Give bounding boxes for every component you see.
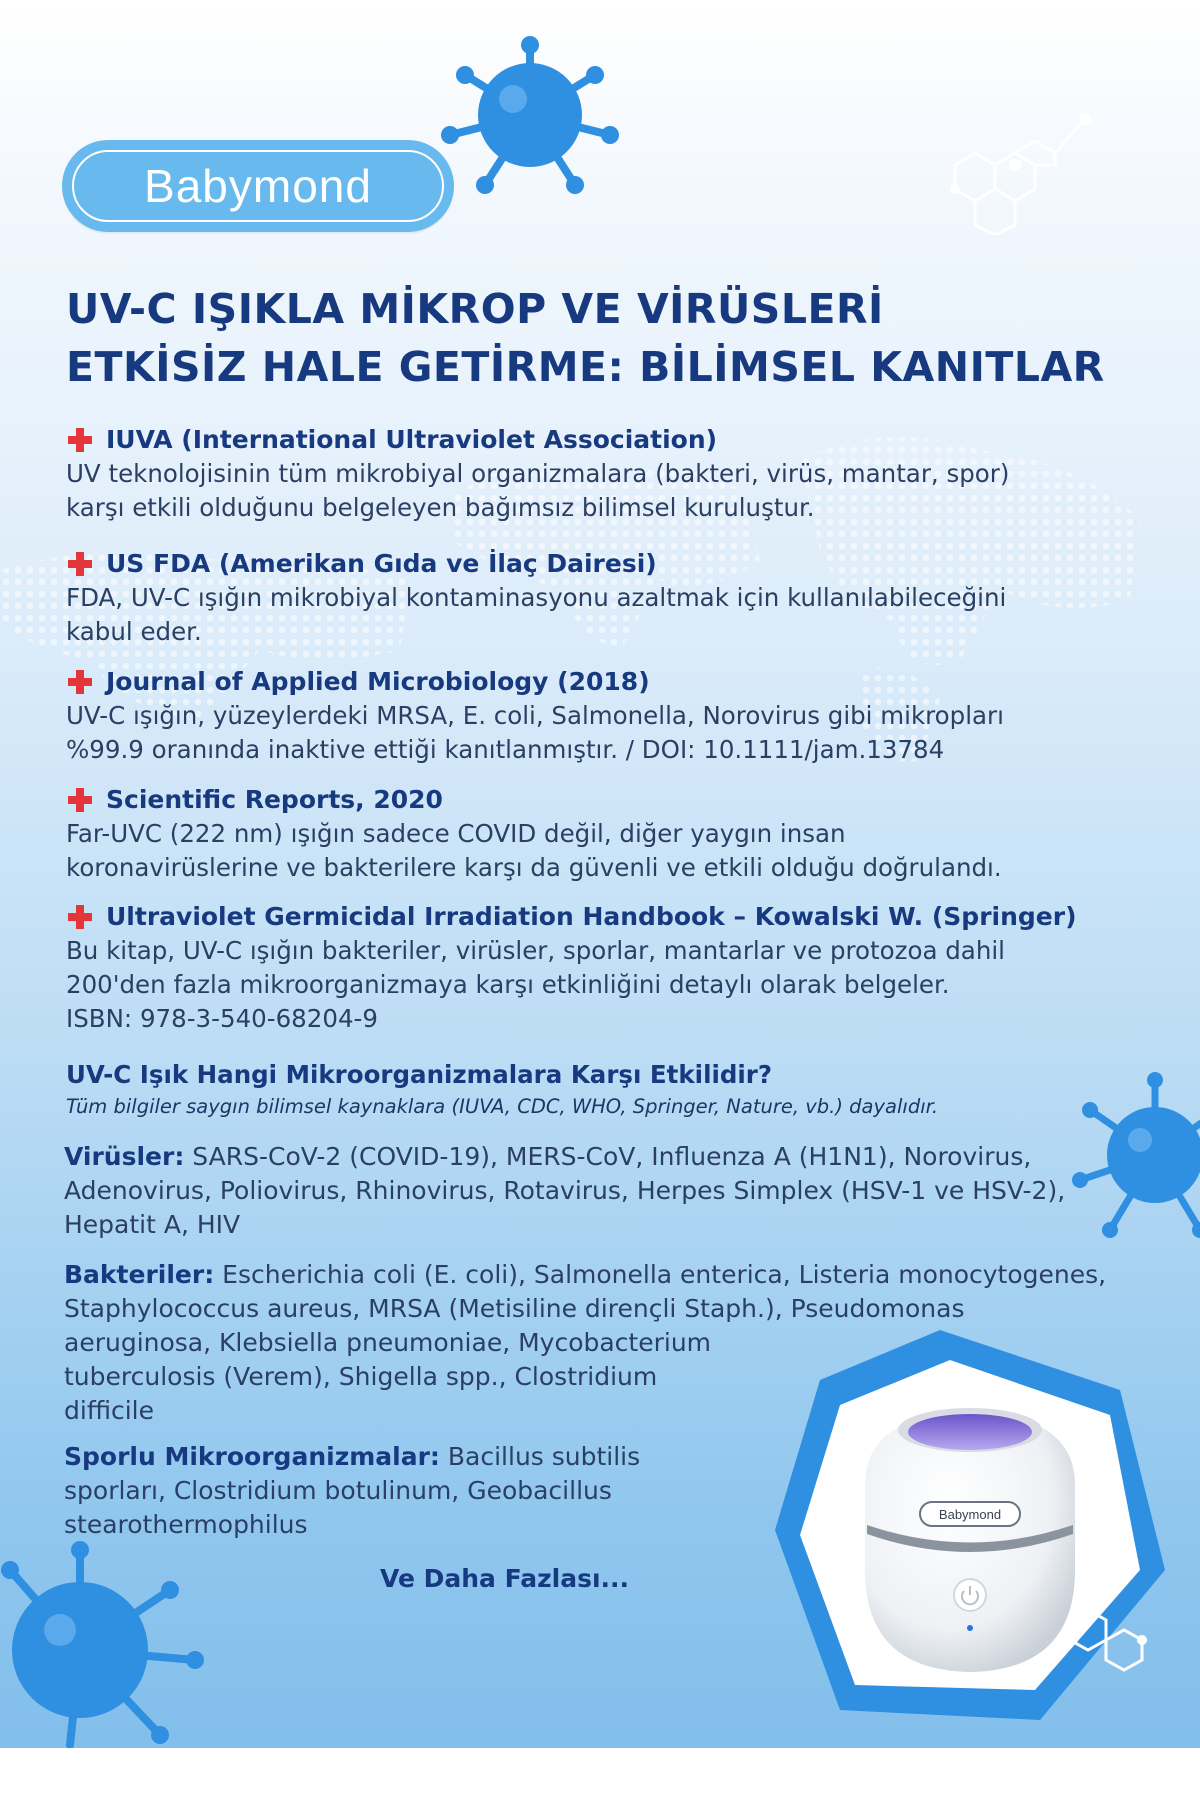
source-heading: Ultraviolet Germicidal Irradiation Handbook – Kowalski W. (Springer) bbox=[106, 902, 1077, 931]
category-spores bbox=[64, 1440, 764, 1542]
category-text: Staphylococcus aureus, MRSA (Metisiline dirençli Staph.), Pseudomonas bbox=[64, 1294, 965, 1323]
category-label: Sporlu Mikroorganizmalar: bbox=[64, 1442, 440, 1471]
source-text: 200'den fazla mikroorganizmaya karşı etkinliğini detaylı olarak belgeler. bbox=[66, 970, 950, 999]
red-cross-icon bbox=[66, 668, 94, 696]
source-heading: Scientific Reports, 2020 bbox=[106, 785, 443, 814]
source-text: Far-UVC (222 nm) ışığın sadece COVID değil, diğer yaygın insan bbox=[66, 819, 846, 848]
more-text: Ve Daha Fazlası... bbox=[380, 1564, 630, 1593]
source-text: kabul eder. bbox=[66, 617, 202, 646]
source-text: %99.9 oranında inaktive ettiği kanıtlanmıştır. / DOI: 10.1111/jam.13784 bbox=[66, 735, 945, 764]
hexagon-molecule-icon bbox=[925, 105, 1100, 235]
category-text: Hepatit A, HIV bbox=[64, 1210, 241, 1239]
source-item bbox=[66, 665, 1176, 767]
page-title-line-1: UV-C IŞIKLA MİKROP VE VİRÜSLERİ bbox=[66, 285, 884, 333]
source-text: FDA, UV-C ışığın mikrobiyal kontaminasyonu azaltmak için kullanılabileceğini bbox=[66, 583, 1007, 612]
source-heading: IUVA (International Ultraviolet Association) bbox=[106, 425, 718, 454]
category-text: Adenovirus, Poliovirus, Rhinovirus, Rotavirus, Herpes Simplex (HSV-1 ve HSV-2), bbox=[64, 1176, 1066, 1205]
source-item bbox=[66, 423, 1176, 525]
red-cross-icon bbox=[66, 550, 94, 578]
category-text: tuberculosis (Verem), Shigella spp., Clostridium bbox=[64, 1362, 658, 1391]
section-note: Tüm bilgiler saygın bilimsel kaynaklara (IUVA, CDC, WHO, Springer, Nature, vb.) dayalıdır. bbox=[66, 1095, 939, 1118]
virus-icon bbox=[0, 1530, 210, 1750]
brand-logo-text: Babymond bbox=[72, 150, 444, 222]
category-label: Bakteriler: bbox=[64, 1260, 215, 1289]
category-viruses bbox=[64, 1140, 1174, 1242]
source-text: UV-C ışığın, yüzeylerdeki MRSA, E. coli, Salmonella, Norovirus gibi mikropları bbox=[66, 701, 1004, 730]
source-text: ISBN: 978-3-540-68204-9 bbox=[66, 1004, 378, 1033]
source-item bbox=[66, 900, 1176, 1036]
bottom-strip bbox=[0, 1748, 1200, 1800]
source-text: Bu kitap, UV-C ışığın bakteriler, virüsler, sporlar, mantarlar ve protozoa dahil bbox=[66, 936, 1005, 965]
category-text: aeruginosa, Klebsiella pneumoniae, Mycobacterium bbox=[64, 1328, 712, 1357]
category-text: difficile bbox=[64, 1396, 155, 1425]
source-text: karşı etkili olduğunu belgeleyen bağımsız bilimsel kuruluştur. bbox=[66, 493, 815, 522]
source-text: koronavirüslerine ve bakterilere karşı da güvenli ve etkili olduğu doğrulandı. bbox=[66, 853, 1002, 882]
brand-logo bbox=[62, 140, 454, 232]
virus-icon bbox=[425, 35, 635, 200]
category-text: Bacillus subtilis bbox=[439, 1442, 641, 1471]
red-cross-icon bbox=[66, 903, 94, 931]
category-text: sporları, Clostridium botulinum, Geobacillus bbox=[64, 1476, 612, 1505]
red-cross-icon bbox=[66, 786, 94, 814]
page-title-line-2: ETKİSİZ HALE GETİRME: BİLİMSEL KANITLAR bbox=[66, 343, 1105, 391]
category-text: stearothermophilus bbox=[64, 1510, 308, 1539]
source-text: UV teknolojisinin tüm mikrobiyal organizmalara (bakteri, virüs, mantar, spor) bbox=[66, 459, 1010, 488]
product-image bbox=[770, 1320, 1170, 1740]
source-heading: Journal of Applied Microbiology (2018) bbox=[106, 667, 650, 696]
source-item bbox=[66, 783, 1176, 885]
page-title bbox=[66, 280, 1166, 396]
red-cross-icon bbox=[66, 426, 94, 454]
category-text: Escherichia coli (E. coli), Salmonella enterica, Listeria monocytogenes, bbox=[214, 1260, 1107, 1289]
source-heading: US FDA (Amerikan Gıda ve İlaç Dairesi) bbox=[106, 549, 657, 578]
source-item bbox=[66, 547, 1176, 649]
device-label: Babymond bbox=[938, 1507, 1002, 1522]
section-title: UV-C Işık Hangi Mikroorganizmalara Karşı Etkilidir? bbox=[66, 1060, 773, 1089]
category-label: Virüsler: bbox=[64, 1142, 185, 1171]
category-text: SARS-CoV-2 (COVID-19), MERS-CoV, Influenza A (H1N1), Norovirus, bbox=[184, 1142, 1032, 1171]
